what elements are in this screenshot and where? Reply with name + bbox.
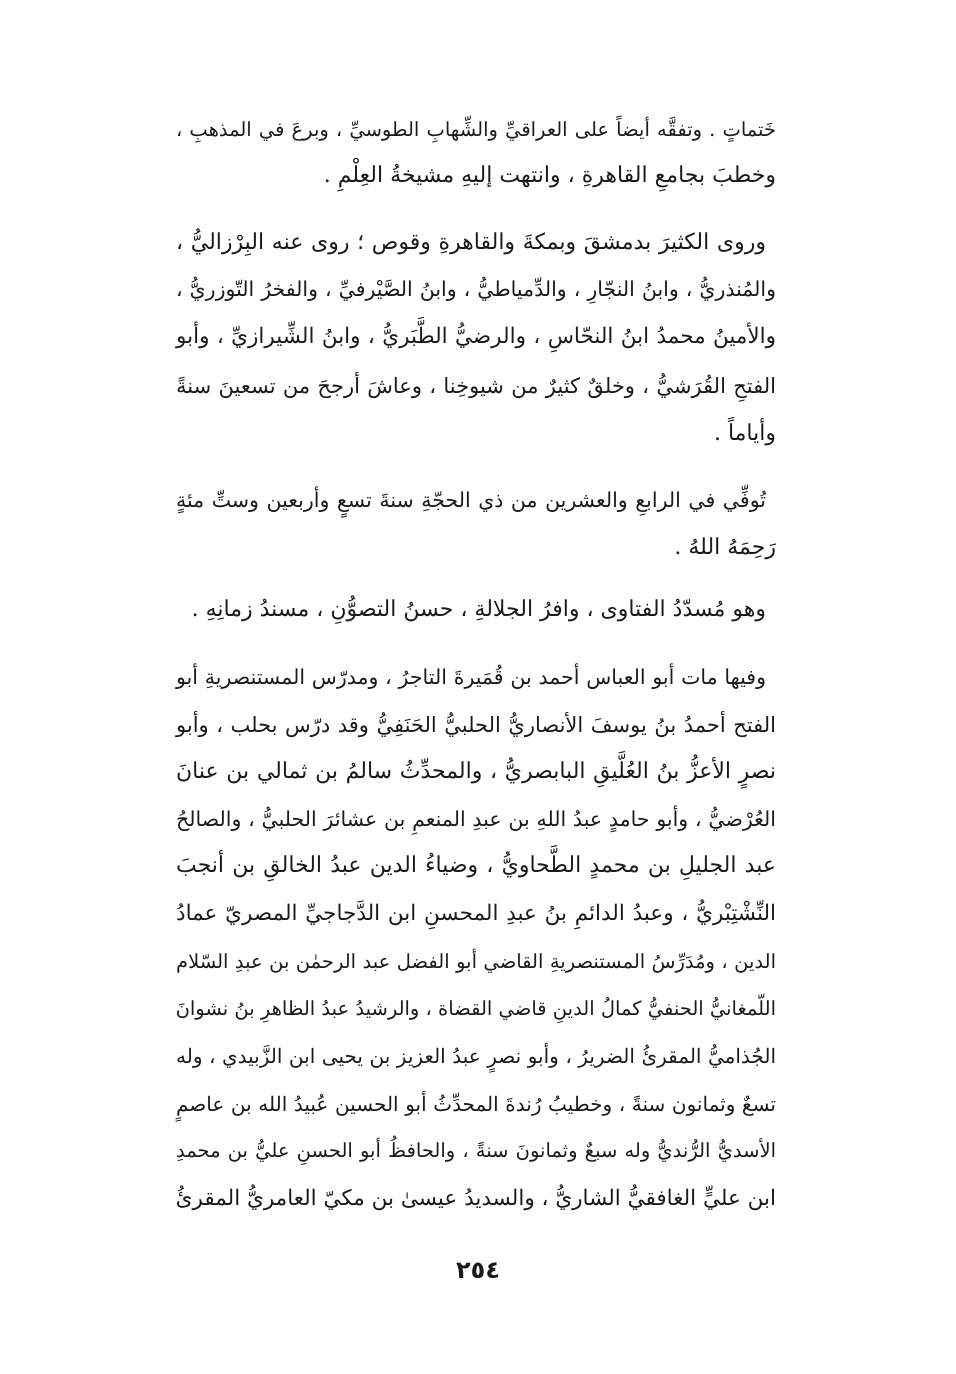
text-line: الدين ، ومُدَرِّسُ المستنصريةِ القاضي أبو الفضل عبد الرحمٰن بن عبدِ السّلام: [176, 950, 776, 973]
text-line: الجُذاميُّ المقرئُ الضريرُ ، وأبو نصرٍ عبدُ العزيز بن يحيى ابن الزَّبيدي ، وله: [176, 1044, 776, 1068]
page-number: ٢٥٤: [456, 1256, 500, 1284]
text-line: خَتماتٍ . وتفقَّه أيضاً على العراقيِّ والشِّهابِ الطوسيِّ ، وبرعَ في المذهبِ ،: [176, 118, 776, 141]
text-line: النِّشْتِبْريُّ ، وعبدُ الدائمِ بنُ عبدِ المحسنِ ابن الدَّجاجيِّ المصريّ عمادُ: [176, 901, 776, 926]
text-line: وأياماً .: [713, 421, 776, 446]
text-line: العُرْضيُّ ، وأبو حامدٍ عبدُ اللهِ بن عبدِ المنعمِ بن عشائرَ الحلبيُّ ، والصالحُ: [176, 807, 776, 831]
text-line: وخطبَ بجامعِ القاهرةِ ، وانتهت إليهِ مشيخةُ العِلْمِ .: [323, 163, 776, 188]
text-line: والمُنذريُّ ، وابنُ النجّارِ ، والدِّمياطيُّ ، وابنُ الصَّيْرفيِّ ، والفخرُ التّوزريُّ ،: [176, 277, 776, 301]
text-line: عبد الجليلِ بن محمدٍ الطَّحاويُّ ، وضياءُ الدين عبدُ الخالقِ بن أنجبَ: [176, 853, 776, 878]
text-line: رَحِمَهُ اللهُ .: [674, 535, 776, 560]
text-line: الفتح أحمدُ بنُ يوسفَ الأنصاريُّ الحلبيُّ الحَنَفِيُّ وقد درّس بحلب ، وأبو: [176, 713, 776, 737]
text-line: وهو مُسدّدُ الفتاوى ، وافرُ الجلالةِ ، حسنُ التصوُّنِ ، مسندُ زمانِهِ .: [191, 597, 766, 622]
text-line: الأسديُّ الرُّنديُّ وله سبعٌ وثمانونَ سنةً ، والحافظُ أبو الحسنِ عليُّ بن محمدِ: [176, 1139, 776, 1162]
text-line: الفتحِ القُرَشيُّ ، وخلقٌ كثيرٌ من شيوخِنا ، وعاشَ أرجحَ من تسعينَ سنةً: [176, 374, 776, 398]
text-line: تُوفِّي في الرابعِ والعشرين من ذي الحجّةِ سنةَ تسعٍ وأربعين وستِّ مئةٍ: [176, 488, 766, 512]
text-line: وفيها مات أبو العباس أحمد بن قُمَيرةَ التاجرُ ، ومدرّس المستنصريةِ أبو: [176, 665, 766, 689]
text-line: نصرٍ الأعزُّ بنُ العُلَّيقِ البابصريُّ ، والمحدِّثُ سالمُ بن ثمالي بن عنانَ: [176, 759, 776, 784]
text-line: اللّمغانيُّ الحنفيُّ كمالُ الدينِ قاضي القضاة ، والرشيدُ عبدُ الظاهرِ بنُ نشوانَ: [175, 997, 776, 1020]
text-line: وروى الكثيرَ بدمشقَ وبمكةَ والقاهرةِ وقوص ؛ روى عنه البِرْزاليُّ ،: [176, 230, 766, 255]
text-line: ابن عليٍّ الغافقيُّ الشاريُّ ، والسديدُ عيسىٰ بن مكيّ العامريُّ المقرئُ: [175, 1186, 776, 1211]
text-line: والأمينُ محمدُ ابنُ النحّاسِ ، والرضيُّ الطَّبَريُّ ، وابنُ الشِّيرازيِّ ، وأبو: [176, 324, 776, 349]
text-line: تسعٌ وثمانون سنةً ، وخطيبُ رُندةَ المحدِّثُ أبو الحسين عُبيدُ الله بن عاصمٍ: [176, 1092, 776, 1116]
